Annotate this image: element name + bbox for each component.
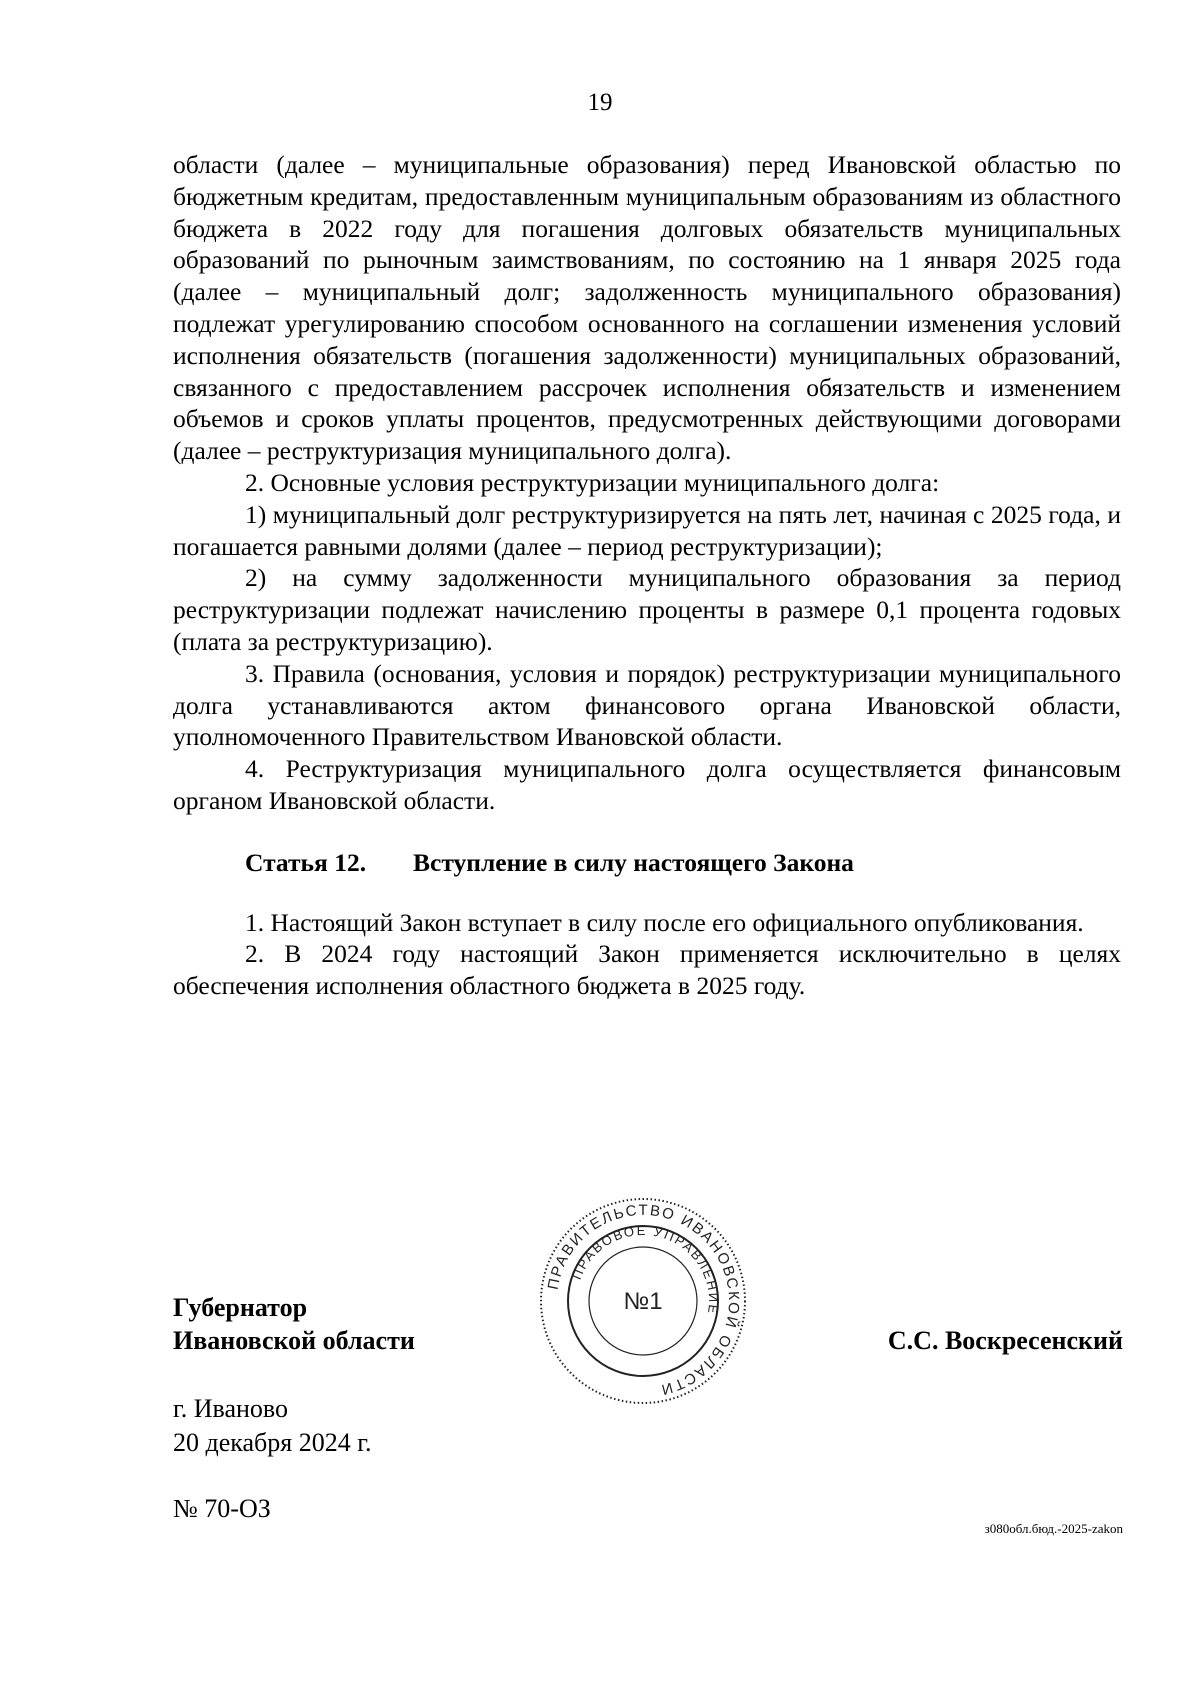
article-paragraph-1: 1. Настоящий Закон вступает в силу после его официального опубликования. [245,907,1084,937]
official-seal [538,1196,748,1406]
spacer [173,879,1121,907]
place-and-date [173,1392,371,1460]
page-number: 19 [587,89,613,116]
paragraph-main-conditions: 2. Основные условия реструктуризации муниципального долга: [245,467,940,497]
article-title: Вступление в силу настоящего Закона [413,847,854,877]
article-paragraph-2: 2. В 2024 году настоящий Закон применяется исключительно в целях обеспечения исполнения областного бюджета в 2025 году. [173,939,1121,1001]
date: 20 декабря 2024 г. [173,1428,372,1457]
signatory-position-line2: Ивановской области [173,1326,415,1355]
signatory-position-line1: Губернатор [173,1293,308,1322]
paragraph-condition-2: 2) на сумму задолженности муниципального образования за период реструктуризации подлежат начислению проценты в размере 0,1 процента годовых (плата за реструктуризацию). [173,563,1121,656]
paragraph-condition-1: 1) муниципальный долг реструктуризируется на пять лет, начиная с 2025 года, и погашается равными долями (далее – период реструктуризации); [173,499,1121,561]
paragraph-restructuring-body: 4. Реструктуризация муниципального долга осуществляется финансовым органом Ивановской области. [173,754,1121,815]
document-body [173,149,1121,1002]
article-number: Статья 12. [245,847,367,877]
article-heading [173,847,1121,879]
seal-inner-text: ПРАВОВОЕ УПРАВЛЕНИЕ [568,1222,722,1317]
paragraph-continuation: области (далее – муниципальные образования) перед Ивановской областью по бюджетным кредитам, предоставленным муниципальным образованиям из областного бюджета в 2022 году для погашения долговых обязательств муниципальных образований по рыночным заимствованиям, по состоянию на 1 января 2025 года (далее – муниципальный долг; задолженность муниципального образования) подлежат урегулированию способом основанного на соглашении изменения условий исполнения обязательств (погашения задолженности) муниципальных образований, связанного с предоставлением рассрочек исполнения обязательств и изменением объемов и сроков уплаты процентов, предусмотренных действующими договорами (далее – реструктуризация муниципального долга). [173,150,1121,466]
signatory-position [173,1291,415,1357]
seal-outer-text: ПРАВИТЕЛЬСТВО ИВАНОВСКОЙ ОБЛАСТИ [544,1201,743,1399]
paragraph-rules: 3. Правила (основания, условия и порядок) реструктуризации муниципального долга устанавливаются актом финансового органа Ивановской области, уполномоченного Правительством Ивановской области. [173,658,1121,752]
law-number: № 70-ОЗ [173,1494,271,1523]
place: г. Иваново [173,1394,288,1423]
seal-center-number: №1 [623,1288,663,1315]
file-code: з080обл.бюд.-2025-zakon [984,1521,1123,1536]
signatory-name: С.С. Воскресенский [887,1326,1123,1355]
